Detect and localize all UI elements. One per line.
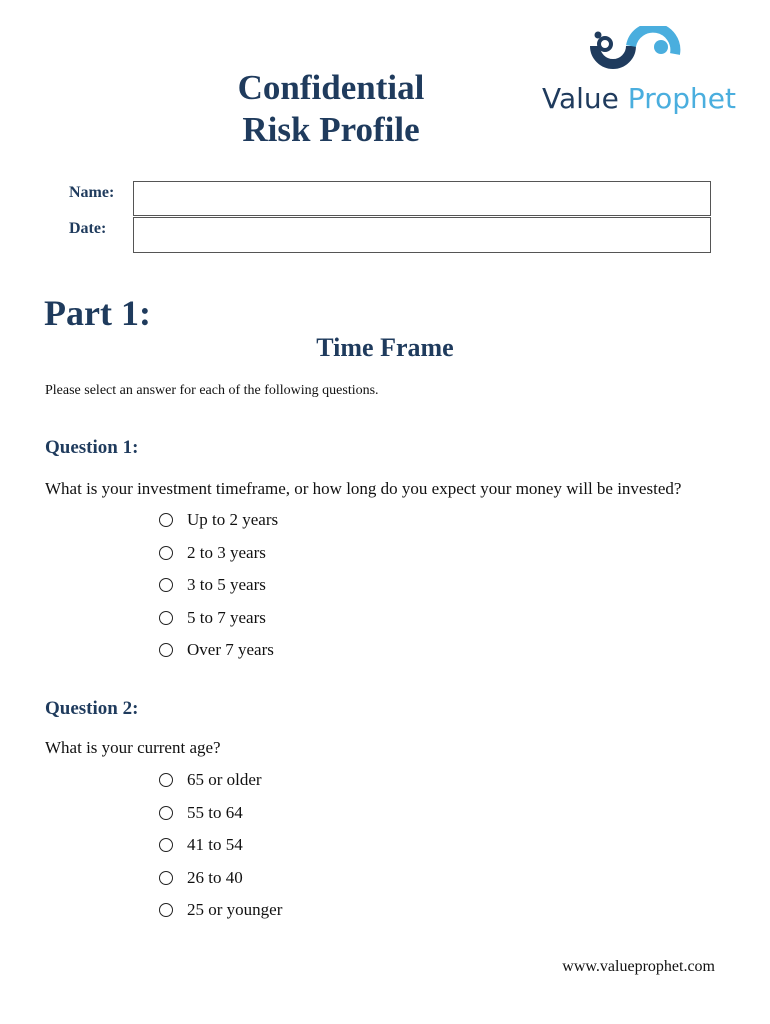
q2-option[interactable]: 41 to 54 (159, 835, 243, 855)
question-2-heading: Question 2: (45, 698, 139, 719)
footer-url[interactable]: www.valueprophet.com (562, 958, 715, 975)
radio-icon[interactable] (159, 838, 173, 852)
radio-icon[interactable] (159, 611, 173, 625)
title-line-2: Risk Profile (242, 110, 420, 149)
date-label: Date: (69, 220, 107, 237)
radio-icon[interactable] (159, 903, 173, 917)
logo-text-prophet: Prophet (627, 82, 736, 115)
question-1-heading: Question 1: (45, 437, 139, 458)
q1-option[interactable]: Up to 2 years (159, 510, 278, 530)
section-heading: Time Frame (316, 333, 454, 362)
instructions: Please select an answer for each of the following questions. (45, 383, 379, 398)
date-input[interactable] (133, 217, 711, 253)
radio-icon[interactable] (159, 643, 173, 657)
q1-option[interactable]: 2 to 3 years (159, 543, 266, 563)
name-input[interactable] (133, 181, 711, 216)
radio-icon[interactable] (159, 773, 173, 787)
radio-icon[interactable] (159, 513, 173, 527)
name-label: Name: (69, 184, 115, 201)
radio-icon[interactable] (159, 871, 173, 885)
logo-text-value: Value (542, 82, 619, 115)
q1-option[interactable]: Over 7 years (159, 640, 274, 660)
q2-option[interactable]: 26 to 40 (159, 868, 243, 888)
q2-option[interactable]: 25 or younger (159, 900, 282, 920)
q2-option[interactable]: 55 to 64 (159, 803, 243, 823)
q1-option[interactable]: 3 to 5 years (159, 575, 266, 595)
radio-icon[interactable] (159, 806, 173, 820)
question-2-text: What is your current age? (45, 738, 221, 757)
radio-icon[interactable] (159, 546, 173, 560)
q2-option[interactable]: 65 or older (159, 770, 262, 790)
value-prophet-logo (540, 26, 736, 115)
q1-option[interactable]: 5 to 7 years (159, 608, 266, 628)
title-line-1: Confidential (237, 68, 425, 107)
question-1-text: What is your investment timeframe, or how long do you expect your money will be invested? (45, 479, 682, 498)
radio-icon[interactable] (159, 578, 173, 592)
part-heading: Part 1: (44, 293, 151, 333)
